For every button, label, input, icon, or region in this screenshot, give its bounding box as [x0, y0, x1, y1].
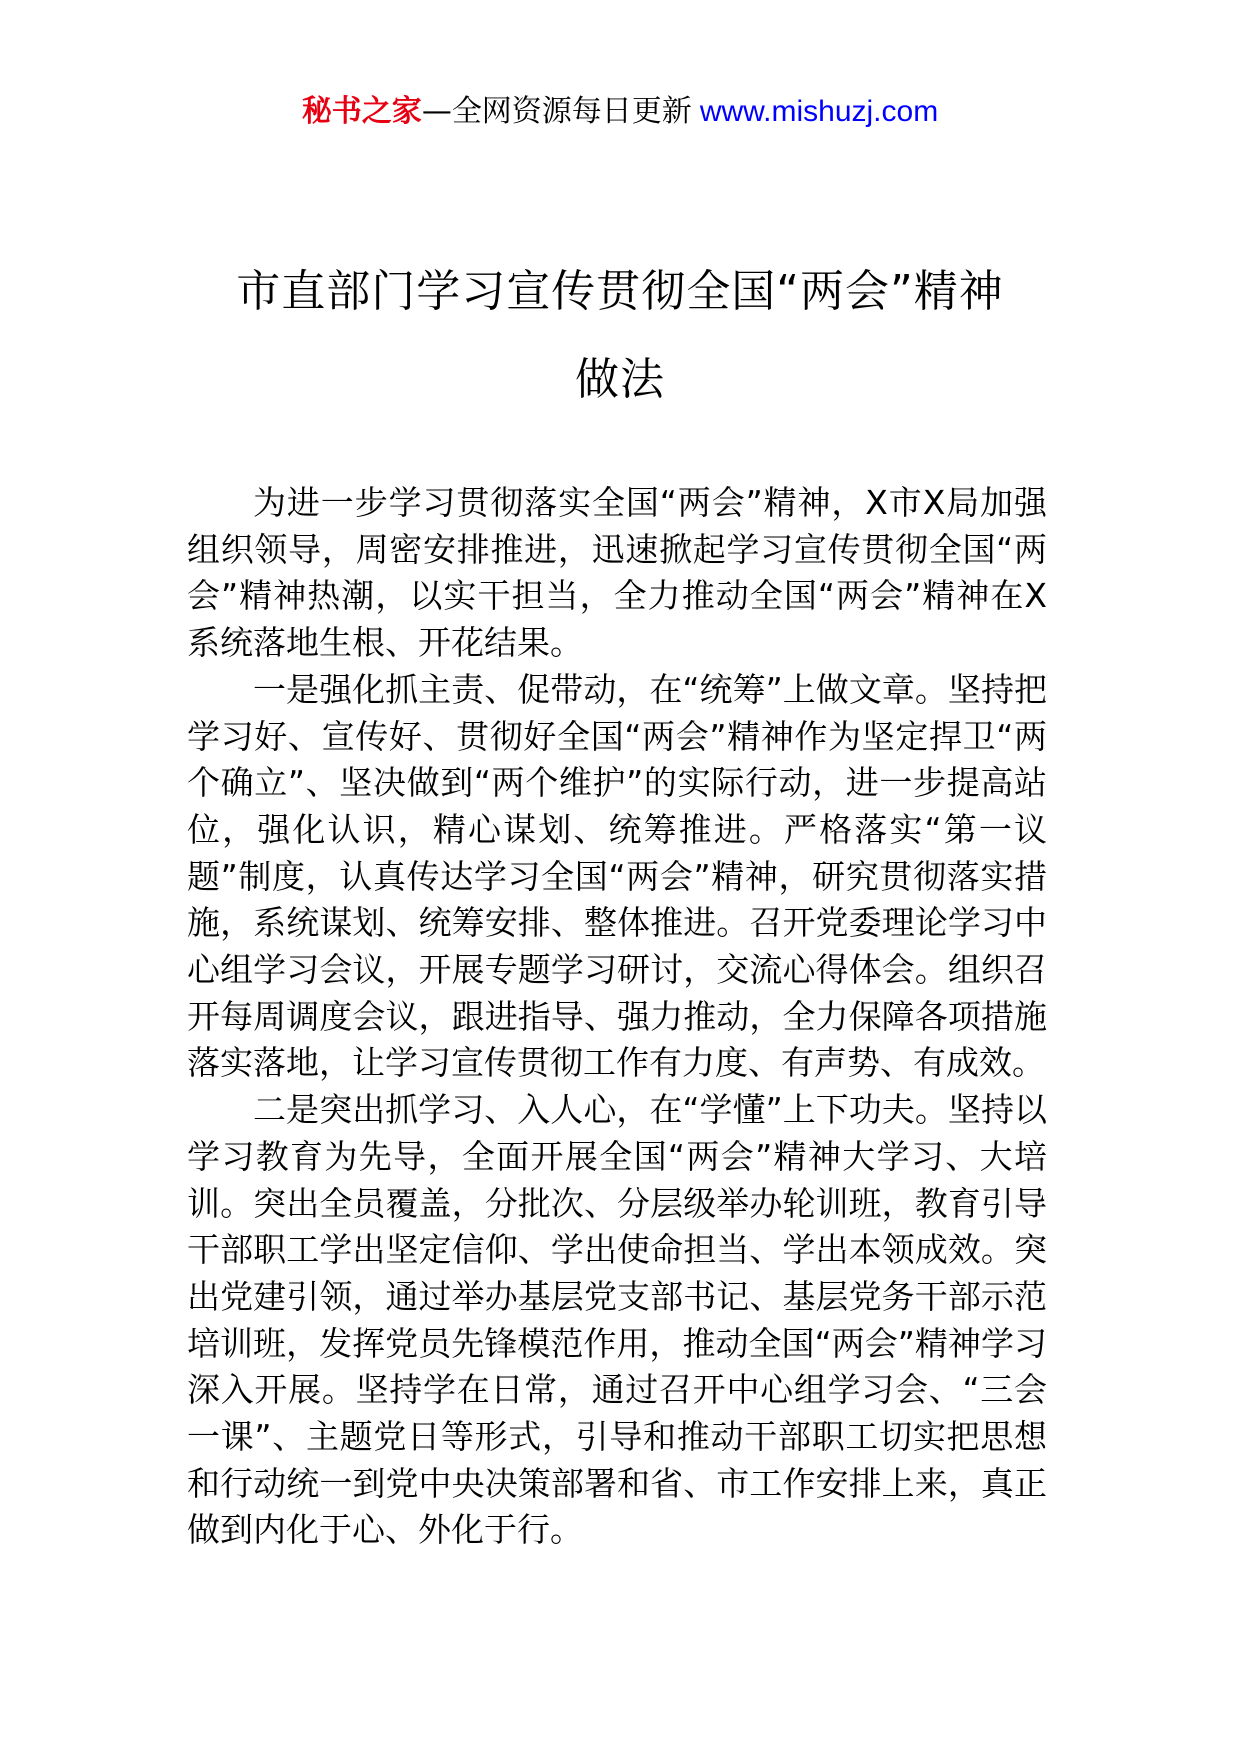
document-title-line-1: 市直部门学习宣传贯彻全国“两会”精神	[236, 266, 1004, 317]
document-title-line-2: 做法	[575, 354, 665, 405]
document-title	[150, 248, 1090, 424]
document-body	[187, 480, 1047, 1554]
paragraph-point-1: 一是强化抓主责、促带动，在“统筹”上做文章。坚持把学习好、宣传好、贯彻好全国“两会”精神作为坚定捍卫“两个确立”、坚决做到“两个维护”的实际行动，进一步提高站位，强化认识，精心谋划、统筹推进。严格落实“第一议题”制度，认真传达学习全国“两会”精神，研究贯彻落实措施，系统谋划、统筹安排、整体推进。召开党委理论学习中心组学习会议，开展专题学习研讨，交流心得体会。组织召开每周调度会议，跟进指导、强力推动，全力保障各项措施落实落地，让学习宣传贯彻工作有力度、有声势、有成效。	[187, 669, 1047, 1083]
paragraph-intro: 为进一步学习贯彻落实全国“两会”精神，X市X局加强组织领导，周密安排推进，迅速掀起学习宣传贯彻全国“两会”精神热潮，以实干担当，全力推动全国“两会”精神在X系统落地生根、开花结果。	[187, 483, 1047, 663]
site-url-link[interactable]: www.mishuzj.com	[699, 95, 939, 128]
site-name: 秘书之家	[301, 94, 422, 129]
paragraph-point-2: 二是突出抓学习、入人心，在“学懂”上下功夫。坚持以学习教育为先导，全面开展全国“两会”精神大学习、大培训。突出全员覆盖，分批次、分层级举办轮训班，教育引导干部职工学出坚定信仰、学出使命担当、学出本领成效。突出党建引领，通过举办基层党支部书记、基层党务干部示范培训班，发挥党员先锋模范作用，推动全国“两会”精神学习深入开展。坚持学在日常，通过召开中心组学习会、“三会一课”、主题党日等形式，引导和推动干部职工切实把思想和行动统一到党中央决策部署和省、市工作安排上来，真正做到内化于心、外化于行。	[187, 1090, 1047, 1550]
header-tagline: —全网资源每日更新	[421, 94, 692, 129]
header-banner	[0, 92, 1240, 132]
